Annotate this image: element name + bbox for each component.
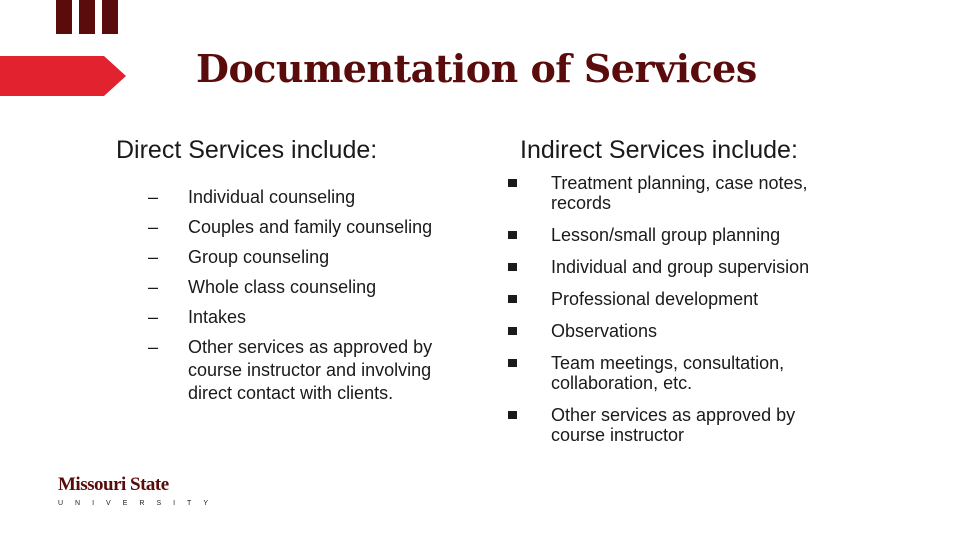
list-item: – Group counseling xyxy=(148,247,330,267)
square-bullet-icon xyxy=(508,327,517,335)
list-item: Team meetings, consultation, collaboration, etc. xyxy=(508,353,848,393)
logo-subtitle: UNIVERSITY xyxy=(58,500,221,507)
list-item: Individual and group supervision xyxy=(508,257,848,277)
square-bullet-icon xyxy=(508,179,517,187)
list-item: Lesson/small group planning xyxy=(508,225,848,245)
dash-bullet-icon: – xyxy=(148,277,159,297)
indirect-services-heading: Indirect Services include: xyxy=(520,136,798,164)
list-item: Other services as approved by course instructor xyxy=(508,405,848,445)
list-item: – Individual counseling xyxy=(148,187,356,207)
list-item: – Couples and family counseling xyxy=(148,217,433,237)
red-arrow-tab-decoration xyxy=(0,56,126,96)
square-bullet-icon xyxy=(508,231,517,239)
slide-title: Documentation of Services xyxy=(196,46,757,91)
list-item: Treatment planning, case notes, records xyxy=(508,173,848,213)
dash-bullet-icon: – xyxy=(148,217,159,237)
square-bullet-icon xyxy=(508,411,517,419)
dash-bullet-icon: – xyxy=(148,187,159,207)
square-bullet-icon xyxy=(508,295,517,303)
university-logo xyxy=(58,474,220,507)
dash-bullet-icon: – xyxy=(148,337,159,357)
brand-bars-decoration xyxy=(56,0,118,34)
list-item: – Other services as approved by course instructor and involving direct contact with clients. xyxy=(148,337,433,403)
direct-services-list xyxy=(148,186,468,412)
list-item: – Whole class counseling xyxy=(148,277,377,297)
square-bullet-icon xyxy=(508,263,517,271)
indirect-services-list xyxy=(508,173,848,457)
logo-name: Missouri State xyxy=(58,474,169,495)
square-bullet-icon xyxy=(508,359,517,367)
dash-bullet-icon: – xyxy=(148,247,159,267)
list-item: Professional development xyxy=(508,289,848,309)
list-item: – Intakes xyxy=(148,307,247,327)
dash-bullet-icon: – xyxy=(148,307,159,327)
direct-services-heading: Direct Services include: xyxy=(116,136,378,164)
list-item: Observations xyxy=(508,321,848,341)
